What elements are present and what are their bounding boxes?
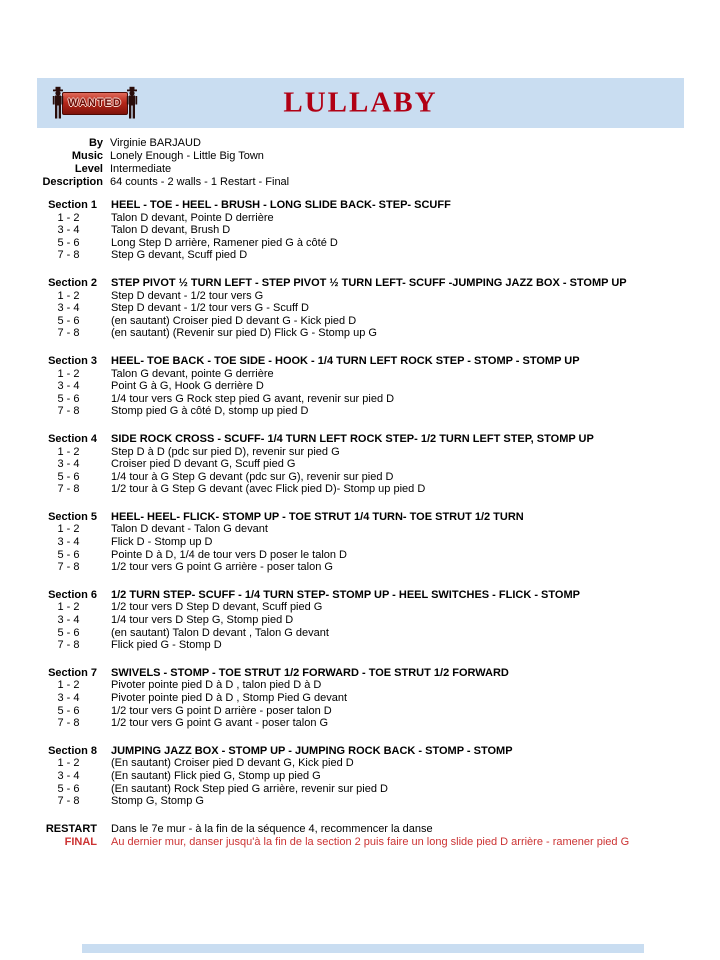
step-counts: 7 - 8 [57, 561, 80, 574]
step-text: Step D devant - 1/2 tour vers G - Scuff D [111, 302, 309, 315]
step-row [40, 717, 688, 730]
note-text: Dans le 7e mur - à la fin de la séquence 4, recommencer la danse [111, 822, 433, 835]
section [40, 199, 688, 262]
section-title: HEEL- TOE BACK - TOE SIDE - HOOK - 1/4 TURN LEFT ROCK STEP - STOMP - STOMP UP [111, 354, 580, 367]
step-row [40, 627, 688, 640]
step-counts: 5 - 6 [57, 548, 80, 561]
step-text: 1/4 tour à G Step G devant (pdc sur G), revenir sur pied D [111, 470, 394, 483]
step-row [40, 639, 688, 652]
footer-band [82, 944, 644, 953]
step-counts: 1 - 2 [57, 601, 80, 614]
step-counts: 3 - 4 [57, 536, 80, 549]
meta-row [40, 137, 685, 150]
step-text: Talon D devant, Brush D [111, 224, 231, 237]
step-counts: 5 - 6 [57, 236, 80, 249]
step-text: Step D devant - 1/2 tour vers G [111, 289, 264, 302]
section [40, 277, 688, 340]
step-counts: 7 - 8 [57, 405, 80, 418]
step-row [40, 393, 688, 406]
section-heading [40, 667, 688, 680]
step-counts: 5 - 6 [57, 626, 80, 639]
step-counts: 1 - 2 [57, 679, 80, 692]
step-text: (En sautant) Croiser pied D devant G, Kick pied D [111, 757, 354, 770]
step-text: Pivoter pointe pied D à D , talon pied D à D [111, 679, 322, 692]
step-text: Long Step D arrière, Ramener pied G à côté D [111, 236, 338, 249]
section [40, 433, 688, 496]
step-counts: 7 - 8 [57, 249, 80, 262]
step-row [40, 368, 688, 381]
meta-label: Music [71, 150, 103, 162]
step-text: 1/4 tour vers D Step G, Stomp pied D [111, 614, 294, 627]
section [40, 667, 688, 730]
section-steps [40, 446, 688, 496]
section-steps [40, 368, 688, 418]
meta-label: Description [42, 176, 103, 188]
note-row [40, 836, 688, 849]
step-counts: 5 - 6 [57, 392, 80, 405]
section-heading [40, 199, 688, 212]
step-text: Flick D - Stomp up D [111, 536, 213, 549]
step-row [40, 523, 688, 536]
step-row [40, 483, 688, 496]
step-text: 1/2 tour à G Step G devant (avec Flick pied D)- Stomp up pied D [111, 483, 426, 496]
section-steps [40, 679, 688, 729]
meta-value: Lonely Enough - Little Big Town [110, 150, 264, 162]
step-text: Flick pied G - Stomp D [111, 639, 222, 652]
step-counts: 3 - 4 [57, 769, 80, 782]
step-text: Pointe D à D, 1/4 de tour vers D poser le talon D [111, 548, 348, 561]
section-heading [40, 745, 688, 758]
step-counts: 1 - 2 [57, 367, 80, 380]
section-steps [40, 757, 688, 807]
step-row [40, 692, 688, 705]
step-counts: 7 - 8 [57, 639, 80, 652]
step-row [40, 249, 688, 262]
section [40, 511, 688, 574]
step-counts: 5 - 6 [57, 314, 80, 327]
section-title: SIDE ROCK CROSS - SCUFF- 1/4 TURN LEFT ROCK STEP- 1/2 TURN LEFT STEP, STOMP UP [111, 432, 594, 445]
section-heading [40, 355, 688, 368]
meta-value: Virginie BARJAUD [110, 137, 201, 149]
section [40, 355, 688, 418]
step-text: Point G à G, Hook G derrière D [111, 380, 264, 393]
notes [40, 823, 688, 849]
step-counts: 7 - 8 [57, 483, 80, 496]
step-counts: 7 - 8 [57, 795, 80, 808]
step-row [40, 290, 688, 303]
meta-value: Intermediate [110, 163, 172, 175]
section-title: HEEL - TOE - HEEL - BRUSH - LONG SLIDE BACK- STEP- SCUFF [111, 199, 451, 211]
step-text: Stomp G, Stomp G [111, 795, 204, 808]
note-label: FINAL [64, 835, 97, 848]
step-text: 1/2 tour vers G point G arrière - poser talon G [111, 561, 333, 574]
step-counts: 7 - 8 [57, 327, 80, 340]
step-text: 1/2 tour vers G point D arrière - poser talon D [111, 704, 332, 717]
step-row [40, 471, 688, 484]
meta-value: 64 counts - 2 walls - 1 Restart - Final [110, 176, 290, 188]
step-row [40, 302, 688, 315]
step-counts: 5 - 6 [57, 470, 80, 483]
step-counts: 3 - 4 [57, 302, 80, 315]
header-band [37, 78, 684, 128]
step-row [40, 458, 688, 471]
step-text: Croiser pied D devant G, Scuff pied G [111, 458, 296, 471]
section [40, 745, 688, 808]
wanted-banner-text: WANTED [68, 97, 122, 109]
section-heading [40, 589, 688, 602]
meta-row [40, 176, 685, 189]
note-label: RESTART [45, 822, 97, 835]
step-row [40, 327, 688, 340]
step-text: Talon G devant, pointe G derrière [111, 367, 274, 380]
step-row [40, 705, 688, 718]
section-label: Section 7 [48, 666, 97, 679]
step-counts: 3 - 4 [57, 224, 80, 237]
section-title: SWIVELS - STOMP - TOE STRUT 1/2 FORWARD - TOE STRUT 1/2 FORWARD [111, 666, 509, 679]
step-row [40, 536, 688, 549]
meta-label: Level [74, 163, 103, 175]
section-title: JUMPING JAZZ BOX - STOMP UP - JUMPING ROCK BACK - STOMP - STOMP [111, 744, 513, 757]
section-label: Section 8 [48, 744, 97, 757]
step-text: 1/2 tour vers D Step D devant, Scuff pied G [111, 601, 323, 614]
step-row [40, 614, 688, 627]
step-row [40, 380, 688, 393]
step-row [40, 770, 688, 783]
step-row [40, 212, 688, 225]
step-row [40, 679, 688, 692]
step-row [40, 561, 688, 574]
step-text: Talon D devant - Talon G devant [111, 523, 268, 536]
section-label: Section 6 [48, 588, 97, 601]
step-row [40, 757, 688, 770]
step-row [40, 446, 688, 459]
section-steps [40, 212, 688, 262]
step-text: (en sautant) Croiser pied D devant G - Kick pied D [111, 314, 357, 327]
step-counts: 1 - 2 [57, 445, 80, 458]
step-counts: 5 - 6 [57, 782, 80, 795]
step-row [40, 549, 688, 562]
step-row [40, 601, 688, 614]
note-row [40, 823, 688, 836]
section-label: Section 3 [48, 354, 97, 367]
step-row [40, 315, 688, 328]
step-row [40, 224, 688, 237]
section-steps [40, 290, 688, 340]
section-label: Section 1 [48, 199, 97, 211]
section-label: Section 5 [48, 510, 97, 523]
step-row [40, 795, 688, 808]
step-text: Pivoter pointe pied D à D , Stomp Pied G devant [111, 692, 348, 704]
step-text: (En sautant) Rock Step pied G arrière, revenir sur pied D [111, 782, 388, 795]
step-row [40, 405, 688, 418]
meta-row [40, 163, 685, 176]
sections [40, 199, 688, 849]
step-counts: 1 - 2 [57, 523, 80, 536]
step-counts: 3 - 4 [57, 614, 80, 627]
step-text: (en sautant) (Revenir sur pied D) Flick G - Stomp up G [111, 327, 377, 340]
meta-label: By [88, 137, 103, 149]
section-label: Section 4 [48, 432, 97, 445]
section-steps [40, 601, 688, 651]
step-text: 1/4 tour vers G Rock step pied G avant, revenir sur pied D [111, 392, 395, 405]
section-label: Section 2 [48, 276, 97, 289]
section-heading [40, 511, 688, 524]
step-counts: 1 - 2 [57, 289, 80, 302]
section-title: 1/2 TURN STEP- SCUFF - 1/4 TURN STEP- STOMP UP - HEEL SWITCHES - FLICK - STOMP [111, 588, 580, 601]
section-title: HEEL- HEEL- FLICK- STOMP UP - TOE STRUT 1/4 TURN- TOE STRUT 1/2 TURN [111, 510, 524, 523]
step-counts: 3 - 4 [57, 692, 80, 704]
step-text: Step D à D (pdc sur pied D), revenir sur pied G [111, 445, 340, 458]
step-counts: 3 - 4 [57, 380, 80, 393]
section [40, 589, 688, 652]
step-counts: 7 - 8 [57, 717, 80, 730]
section-steps [40, 523, 688, 573]
step-row [40, 237, 688, 250]
section-title: STEP PIVOT ½ TURN LEFT - STEP PIVOT ½ TURN LEFT- SCUFF -JUMPING JAZZ BOX - STOMP UP [111, 276, 627, 289]
note-text: Au dernier mur, danser jusqu'à la fin de la section 2 puis faire un long slide pied D arrière - ramener pied G [111, 835, 630, 848]
step-text: (en sautant) Talon D devant , Talon G devant [111, 626, 329, 639]
step-text: (En sautant) Flick pied G, Stomp up pied G [111, 769, 321, 782]
step-counts: 3 - 4 [57, 458, 80, 471]
step-counts: 1 - 2 [57, 211, 80, 224]
step-counts: 1 - 2 [57, 757, 80, 770]
step-text: Talon D devant, Pointe D derrière [111, 211, 274, 224]
step-counts: 5 - 6 [57, 704, 80, 717]
section-heading [40, 433, 688, 446]
meta-row [40, 150, 685, 163]
step-text: Stomp pied G à côté D, stomp up pied D [111, 405, 309, 418]
page-title: LULLABY [283, 86, 438, 119]
step-row [40, 783, 688, 796]
step-text: Step G devant, Scuff pied D [111, 249, 248, 262]
section-heading [40, 277, 688, 290]
meta-block [40, 137, 685, 189]
step-text: 1/2 tour vers G point G avant - poser talon G [111, 717, 329, 730]
